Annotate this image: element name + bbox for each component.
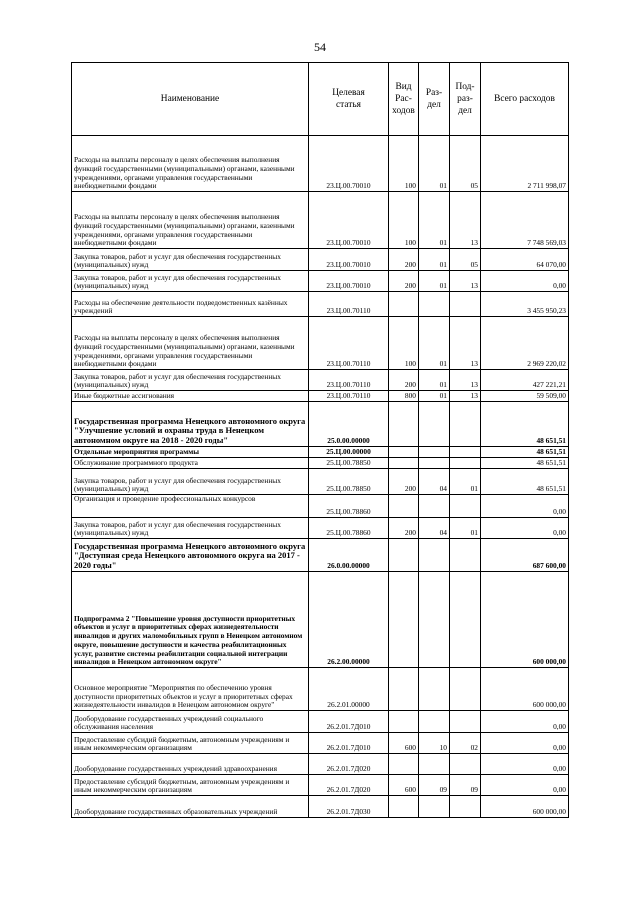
row-expense-type [389, 539, 419, 572]
row-name: Предоставление субсидий бюджетным, автономным учреждениям и иным некоммерческим организациям [72, 775, 309, 796]
row-article: 23.Ц.00.70110 [309, 370, 389, 391]
row-subsection: 13 [450, 317, 481, 370]
table-row [72, 292, 569, 317]
row-total: 48 651,51 [481, 447, 569, 458]
row-expense-type [389, 495, 419, 518]
row-subsection: 13 [450, 271, 481, 292]
row-article: 25.Ц.00.78850 [309, 469, 389, 495]
row-subsection [450, 539, 481, 572]
row-total: 0,00 [481, 518, 569, 539]
row-section [419, 796, 450, 818]
row-total: 0,00 [481, 711, 569, 733]
row-article: 25.Ц.00.00000 [309, 447, 389, 458]
header-total: Всего расходов [481, 63, 569, 136]
row-article: 26.2.00.00000 [309, 572, 389, 668]
row-article: 26.2.01.7Д010 [309, 711, 389, 733]
row-name: Дооборудование государственных учреждений социального обслуживания населения [72, 711, 309, 733]
row-total: 0,00 [481, 754, 569, 775]
table-row [72, 495, 569, 518]
row-total: 59 509,00 [481, 391, 569, 402]
row-name: Расходы на выплаты персоналу в целях обеспечения выполнения функций государственными (муниципальными) органами, казенными учреждениями, органами управления государственными внебюджетными фондами [72, 136, 309, 192]
table-row [72, 402, 569, 447]
table-row [72, 733, 569, 754]
row-section: 04 [419, 518, 450, 539]
row-article: 25.Ц.00.78860 [309, 495, 389, 518]
row-total: 48 651,51 [481, 402, 569, 447]
row-expense-type [389, 402, 419, 447]
page-number: 54 [314, 40, 326, 54]
row-subsection: 01 [450, 469, 481, 495]
row-subsection: 02 [450, 733, 481, 754]
row-section: 01 [419, 192, 450, 249]
row-subsection: 13 [450, 391, 481, 402]
table-row [72, 136, 569, 192]
table-row [72, 668, 569, 711]
row-article: 26.2.01.00000 [309, 668, 389, 711]
row-article: 25.Ц.00.78850 [309, 458, 389, 469]
row-name: Основное мероприятие "Мероприятия по обеспечению уровня доступности приоритетных объектов и услуг в приоритетных сферах жизнедеятельности инвалидов в Ненецком автономном округе" [72, 668, 309, 711]
row-section [419, 292, 450, 317]
row-expense-type: 200 [389, 518, 419, 539]
row-article: 23.Ц.00.70010 [309, 249, 389, 271]
row-section: 01 [419, 370, 450, 391]
row-total: 0,00 [481, 495, 569, 518]
row-section: 09 [419, 775, 450, 796]
row-article: 26.2.01.7Д020 [309, 754, 389, 775]
row-name: Предоставление субсидий бюджетным, автономным учреждениям и иным некоммерческим организациям [72, 733, 309, 754]
row-name: Закупка товаров, работ и услуг для обеспечения государственных (муниципальных) нужд [72, 271, 309, 292]
header-name: Наименование [72, 63, 309, 136]
table-row [72, 572, 569, 668]
row-total: 48 651,51 [481, 469, 569, 495]
row-name: Закупка товаров, работ и услуг для обеспечения государственных (муниципальных) нужд [72, 249, 309, 271]
row-subsection: 09 [450, 775, 481, 796]
table-row [72, 469, 569, 495]
row-name: Иные бюджетные ассигнования [72, 391, 309, 402]
row-name: Расходы на обеспечение деятельности подведомственных казённых учреждений [72, 292, 309, 317]
header-section: Раз- дел [419, 63, 450, 136]
row-section [419, 572, 450, 668]
table-row [72, 711, 569, 733]
table-row [72, 447, 569, 458]
table-row [72, 458, 569, 469]
row-subsection [450, 495, 481, 518]
row-section: 01 [419, 271, 450, 292]
row-expense-type [389, 458, 419, 469]
table-row [72, 775, 569, 796]
row-expense-type: 200 [389, 271, 419, 292]
row-section [419, 402, 450, 447]
table-row [72, 192, 569, 249]
row-total: 600 000,00 [481, 796, 569, 818]
row-name: Расходы на выплаты персоналу в целях обеспечения выполнения функций государственными (муниципальными) органами, казенными учреждениями, органами управления государственными внебюджетными фондами [72, 192, 309, 249]
row-total: 687 600,00 [481, 539, 569, 572]
row-expense-type [389, 796, 419, 818]
row-article: 23.Ц.00.70110 [309, 317, 389, 370]
table-row [72, 370, 569, 391]
row-section [419, 458, 450, 469]
row-section: 01 [419, 391, 450, 402]
row-expense-type: 600 [389, 775, 419, 796]
row-article: 26.2.01.7Д020 [309, 775, 389, 796]
row-subsection [450, 572, 481, 668]
table-row [72, 391, 569, 402]
row-name: Закупка товаров, работ и услуг для обеспечения государственных (муниципальных) нужд [72, 469, 309, 495]
row-article: 23.Ц.00.70110 [309, 391, 389, 402]
row-total: 3 455 950,23 [481, 292, 569, 317]
table-row [72, 754, 569, 775]
table-row [72, 796, 569, 818]
row-expense-type [389, 668, 419, 711]
row-name: Дооборудование государственных учреждений здравоохранения [72, 754, 309, 775]
row-article: 23.Ц.00.70010 [309, 136, 389, 192]
row-subsection [450, 711, 481, 733]
row-total: 64 070,00 [481, 249, 569, 271]
header-article: Целевая статья [309, 63, 389, 136]
row-article: 23.Ц.00.70010 [309, 192, 389, 249]
table-header-row [72, 63, 569, 136]
row-expense-type: 200 [389, 249, 419, 271]
row-expense-type: 100 [389, 317, 419, 370]
row-expense-type [389, 447, 419, 458]
row-section [419, 539, 450, 572]
row-section: 01 [419, 317, 450, 370]
row-name: Расходы на выплаты персоналу в целях обеспечения выполнения функций государственными (муниципальными) органами, казенными учреждениями, органами управления государственными внебюджетными фондами [72, 317, 309, 370]
row-subsection: 05 [450, 136, 481, 192]
table-row [72, 317, 569, 370]
row-article: 26.0.00.00000 [309, 539, 389, 572]
table-row [72, 539, 569, 572]
row-expense-type: 800 [389, 391, 419, 402]
row-expense-type: 600 [389, 733, 419, 754]
row-subsection [450, 402, 481, 447]
row-subsection [450, 754, 481, 775]
row-expense-type: 200 [389, 469, 419, 495]
row-name: Организация и проведение профессиональных конкурсов [72, 495, 309, 518]
row-name: Закупка товаров, работ и услуг для обеспечения государственных (муниципальных) нужд [72, 518, 309, 539]
row-subsection: 13 [450, 192, 481, 249]
row-name: Подпрограмма 2 "Повышение уровня доступности приоритетных объектов и услуг в приоритетных сферах жизнедеятельности инвалидов и других маломобильных групп в Ненецком автономном округе, повышение доступности и качества реабилитационных услуг, развитие системы реабилитации социальной интеграции инвалидов в Ненецком автономном округе" [72, 572, 309, 668]
row-name: Дооборудование государственных образовательных учреждений [72, 796, 309, 818]
row-expense-type: 200 [389, 370, 419, 391]
row-section [419, 495, 450, 518]
row-subsection [450, 447, 481, 458]
row-name: Отдельные мероприятия программы [72, 447, 309, 458]
row-subsection: 01 [450, 518, 481, 539]
row-total: 2 711 998,07 [481, 136, 569, 192]
row-name: Обслуживание программного продукта [72, 458, 309, 469]
row-section [419, 711, 450, 733]
row-section [419, 447, 450, 458]
row-name: Государственная программа Ненецкого автономного округа "Улучшение условий и охраны труда в Ненецком автономном округе на 2018 - 2020 годы" [72, 402, 309, 447]
row-subsection: 13 [450, 370, 481, 391]
row-section: 01 [419, 136, 450, 192]
row-expense-type: 100 [389, 136, 419, 192]
row-name: Закупка товаров, работ и услуг для обеспечения государственных (муниципальных) нужд [72, 370, 309, 391]
row-section [419, 668, 450, 711]
row-article: 23.Ц.00.70110 [309, 292, 389, 317]
header-expense-type: Вид Рас- ходов [389, 63, 419, 136]
row-total: 600 000,00 [481, 668, 569, 711]
table-row [72, 271, 569, 292]
row-article: 26.2.01.7Д010 [309, 733, 389, 754]
row-total: 600 000,00 [481, 572, 569, 668]
row-subsection [450, 796, 481, 818]
row-expense-type [389, 292, 419, 317]
budget-table [71, 62, 569, 818]
row-total: 0,00 [481, 271, 569, 292]
row-subsection [450, 458, 481, 469]
table-row [72, 249, 569, 271]
row-section: 10 [419, 733, 450, 754]
row-subsection [450, 292, 481, 317]
row-section [419, 754, 450, 775]
row-expense-type: 100 [389, 192, 419, 249]
row-section: 04 [419, 469, 450, 495]
row-total: 0,00 [481, 733, 569, 754]
row-name: Государственная программа Ненецкого автономного округа "Доступная среда Ненецкого автономного округа на 2017 - 2020 годы" [72, 539, 309, 572]
row-expense-type [389, 572, 419, 668]
row-article: 23.Ц.00.70010 [309, 271, 389, 292]
row-expense-type [389, 711, 419, 733]
row-total: 427 221,21 [481, 370, 569, 391]
row-article: 25.0.00.00000 [309, 402, 389, 447]
row-expense-type [389, 754, 419, 775]
row-total: 0,00 [481, 775, 569, 796]
row-total: 7 748 569,03 [481, 192, 569, 249]
row-total: 48 651,51 [481, 458, 569, 469]
table-row [72, 518, 569, 539]
row-total: 2 969 220,02 [481, 317, 569, 370]
row-subsection: 05 [450, 249, 481, 271]
header-subsection: Под- раз- дел [450, 63, 481, 136]
row-article: 25.Ц.00.78860 [309, 518, 389, 539]
row-section: 01 [419, 249, 450, 271]
row-article: 26.2.01.7Д030 [309, 796, 389, 818]
row-subsection [450, 668, 481, 711]
